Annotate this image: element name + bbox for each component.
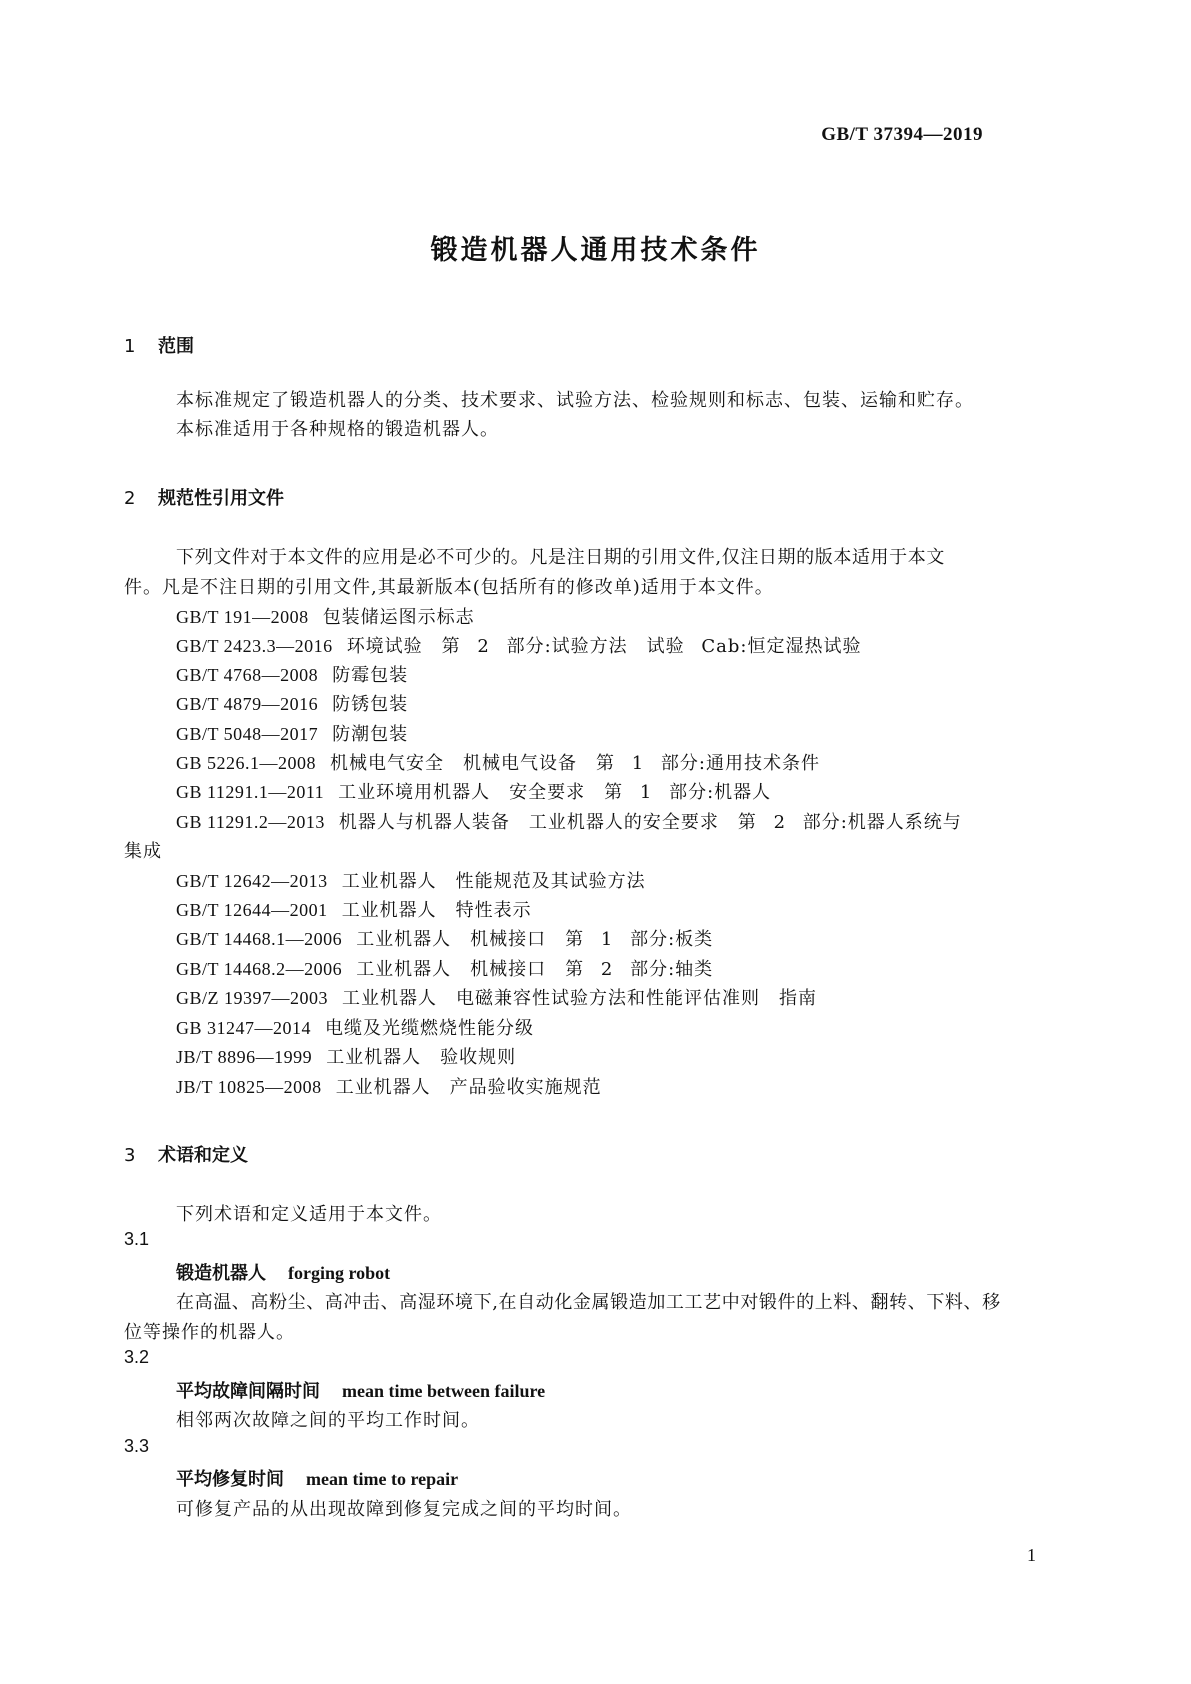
reference-item: [176, 984, 817, 1010]
references-intro-line-2: 件。凡是不注日期的引用文件,其最新版本(包括所有的修改单)适用于本文件。: [124, 577, 774, 598]
term-heading: [176, 1259, 390, 1285]
reference-code: GB 11291.2—2013: [176, 812, 325, 832]
reference-title: 机械电气安全 机械电气设备 第 1 部分:通用技术条件: [330, 753, 820, 774]
reference-item: [176, 632, 861, 658]
reference-code: GB/Z 19397—2003: [176, 988, 329, 1008]
scope-paragraph-1: 本标准规定了锻造机器人的分类、技术要求、试验方法、检验规则和标志、包装、运输和贮存。: [176, 390, 974, 411]
section-1-heading: [124, 332, 194, 358]
reference-title: 工业机器人 电磁兼容性试验方法和性能评估准则 指南: [342, 988, 818, 1009]
reference-title: 防锈包装: [332, 694, 409, 715]
reference-title: 工业机器人 特性表示: [341, 900, 532, 921]
term-heading: [176, 1465, 458, 1491]
reference-title: 防霉包装: [332, 665, 409, 686]
reference-item: [176, 720, 408, 746]
page-number: 1: [1027, 1545, 1036, 1565]
reference-code: GB/T 5048—2017: [176, 724, 319, 744]
reference-item: [176, 1014, 534, 1040]
section-number: 3: [124, 1145, 136, 1166]
reference-item: [176, 896, 532, 922]
section-number: 1: [124, 336, 136, 357]
reference-continuation: 集成: [124, 841, 162, 862]
reference-title: 工业环境用机器人 安全要求 第 1 部分:机器人: [338, 782, 772, 803]
reference-item: [176, 690, 408, 716]
reference-title: 电缆及光缆燃烧性能分级: [325, 1018, 535, 1039]
term-en: mean time to repair: [306, 1469, 459, 1489]
reference-code: GB/T 12644—2001: [176, 900, 328, 920]
term-zh: 平均修复时间: [176, 1469, 284, 1490]
reference-title: 工业机器人 机械接口 第 1 部分:板类: [356, 929, 714, 950]
term-number: 3.2: [124, 1347, 150, 1367]
reference-title: 环境试验 第 2 部分:试验方法 试验 Cab:恒定湿热试验: [346, 636, 862, 657]
standard-number: GB/T 37394—2019: [821, 124, 983, 145]
terms-intro: 下列术语和定义适用于本文件。: [176, 1204, 442, 1225]
reference-title: 工业机器人 性能规范及其试验方法: [341, 871, 646, 892]
term-zh: 锻造机器人: [176, 1263, 266, 1284]
document-title: 锻造机器人通用技术条件: [430, 235, 761, 266]
reference-code: GB/T 191—2008: [176, 607, 309, 627]
reference-title: 机器人与机器人装备 工业机器人的安全要求 第 2 部分:机器人系统与: [338, 812, 962, 833]
reference-title: 工业机器人 产品验收实施规范: [335, 1077, 602, 1098]
reference-code: GB/T 4768—2008: [176, 665, 319, 685]
scope-paragraph-2: 本标准适用于各种规格的锻造机器人。: [176, 419, 499, 440]
term-definition-line-2: 位等操作的机器人。: [124, 1322, 295, 1343]
reference-code: JB/T 8896—1999: [176, 1047, 313, 1067]
reference-code: GB 31247—2014: [176, 1018, 312, 1038]
reference-title: 工业机器人 机械接口 第 2 部分:轴类: [356, 959, 714, 980]
term-number: 3.3: [124, 1436, 150, 1456]
reference-item: [176, 778, 771, 804]
reference-item: [176, 955, 713, 981]
section-title: 范围: [158, 336, 194, 357]
term-definition-line-1: 在高温、高粉尘、高冲击、高湿环境下,在自动化金属锻造加工工艺中对锻件的上料、翻转、下料、移: [176, 1292, 1001, 1313]
term-number: 3.1: [124, 1229, 150, 1249]
term-en: forging robot: [288, 1263, 391, 1283]
reference-code: GB 5226.1—2008: [176, 753, 317, 773]
term-en: mean time between failure: [342, 1381, 546, 1401]
reference-item: [176, 808, 962, 834]
term-heading: [176, 1377, 545, 1403]
reference-item: [176, 1073, 602, 1099]
reference-item: [176, 603, 475, 629]
term-zh: 平均故障间隔时间: [176, 1381, 320, 1402]
reference-item: [176, 867, 646, 893]
reference-code: GB 11291.1—2011: [176, 782, 325, 802]
reference-code: GB/T 2423.3—2016: [176, 636, 333, 656]
reference-title: 防潮包装: [332, 724, 409, 745]
reference-item: [176, 749, 820, 775]
reference-code: GB/T 12642—2013: [176, 871, 328, 891]
reference-item: [176, 925, 713, 951]
reference-code: JB/T 10825—2008: [176, 1077, 322, 1097]
reference-title: 工业机器人 验收规则: [326, 1047, 517, 1068]
reference-code: GB/T 14468.2—2006: [176, 959, 343, 979]
term-definition: 相邻两次故障之间的平均工作时间。: [176, 1410, 480, 1431]
reference-item: [176, 661, 408, 687]
reference-item: [176, 1043, 516, 1069]
reference-title: 包装储运图示标志: [322, 607, 475, 628]
section-3-heading: [124, 1141, 248, 1167]
section-number: 2: [124, 488, 136, 509]
section-2-heading: [124, 484, 284, 510]
references-intro-line-1: 下列文件对于本文件的应用是必不可少的。凡是注日期的引用文件,仅注日期的版本适用于本文: [176, 547, 945, 568]
term-definition: 可修复产品的从出现故障到修复完成之间的平均时间。: [176, 1499, 632, 1520]
section-title: 术语和定义: [158, 1145, 248, 1166]
reference-code: GB/T 14468.1—2006: [176, 929, 343, 949]
section-title: 规范性引用文件: [158, 488, 284, 509]
reference-code: GB/T 4879—2016: [176, 694, 319, 714]
